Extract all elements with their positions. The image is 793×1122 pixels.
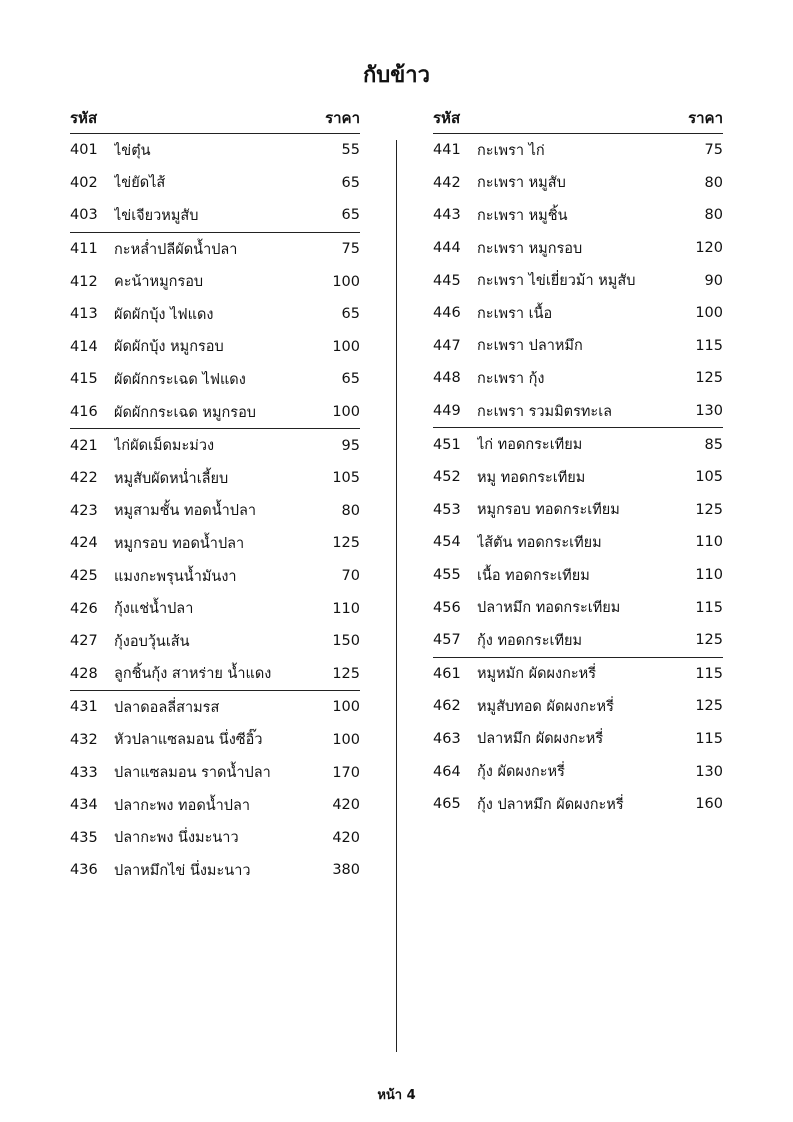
item-price: 120: [695, 240, 723, 257]
menu-item-row: [70, 821, 360, 854]
item-price: 90: [704, 272, 723, 289]
item-code: 445: [433, 272, 461, 289]
menu-item-row: [433, 723, 723, 756]
menu-group: [70, 233, 360, 430]
item-price: 75: [341, 241, 360, 258]
item-name: กุ้ง ผัดผงกะหรี่: [477, 764, 565, 781]
item-name: กุ้ง ทอดกระเทียม: [477, 632, 583, 649]
item-code: 463: [433, 730, 461, 747]
menu-item-row: [433, 461, 723, 494]
menu-item-row: [433, 297, 723, 330]
menu-item-row: [433, 690, 723, 723]
item-name: ปลาหมึก ทอดกระเทียม: [477, 600, 621, 617]
item-code: 443: [433, 207, 461, 224]
item-price: 100: [695, 305, 723, 322]
menu-item-row: [433, 494, 723, 527]
item-name: กะเพรา หมูสับ: [477, 175, 566, 192]
item-name: กะหล่ำปลีผัดน้ำปลา: [114, 241, 238, 258]
menu-item-row: [70, 495, 360, 528]
price-header: ราคา: [325, 109, 360, 127]
item-name: ไก่ ทอดกระเทียม: [477, 437, 583, 454]
item-code: 454: [433, 534, 461, 551]
item-price: 70: [341, 568, 360, 585]
item-code: 434: [70, 797, 98, 814]
item-price: 115: [695, 337, 723, 354]
item-price: 130: [695, 763, 723, 780]
item-code: 425: [70, 568, 98, 585]
menu-item-row: [70, 298, 360, 331]
item-code: 433: [70, 764, 98, 781]
menu-item-row: [70, 429, 360, 462]
item-price: 420: [332, 829, 360, 846]
item-price: 65: [341, 207, 360, 224]
menu-group: [70, 134, 360, 233]
menu-item-row: [70, 625, 360, 658]
menu-list-right: [433, 134, 723, 820]
item-price: 110: [332, 600, 360, 617]
menu-item-row: [433, 658, 723, 691]
column-divider: [396, 140, 397, 1052]
item-name: ผัดผักกระเฉด ไฟแดง: [114, 371, 246, 388]
item-price: 80: [704, 174, 723, 191]
page-number: หน้า 4: [377, 1088, 416, 1103]
menu-item-row: [433, 167, 723, 200]
item-name: ไก่ผัดเม็ดมะม่วง: [114, 438, 215, 455]
item-code: 464: [433, 763, 461, 780]
item-name: ปลาดอลลี่สามรส: [114, 699, 220, 716]
menu-item-row: [70, 363, 360, 396]
item-name: กะเพรา เนื้อ: [477, 305, 553, 322]
item-code: 428: [70, 665, 98, 682]
item-name: ไข่เจียวหมูสับ: [114, 207, 199, 224]
menu-item-row: [70, 789, 360, 822]
menu-item-row: [70, 167, 360, 200]
menu-group: [433, 658, 723, 821]
item-code: 446: [433, 305, 461, 322]
item-code: 403: [70, 207, 98, 224]
item-code: 413: [70, 306, 98, 323]
menu-item-row: [70, 724, 360, 757]
item-name: หมู ทอดกระเทียม: [477, 469, 586, 486]
item-price: 125: [695, 632, 723, 649]
menu-item-row: [70, 691, 360, 724]
item-name: กะเพรา รวมมิตรทะเล: [477, 403, 613, 420]
item-name: หมูกรอบ ทอดกระเทียม: [477, 502, 620, 519]
item-name: ปลาหมึก ผัดผงกะหรี่: [477, 731, 604, 748]
item-name: กุ้ง ปลาหมึก ผัดผงกะหรี่: [477, 796, 624, 813]
item-price: 125: [695, 501, 723, 518]
menu-item-row: [433, 559, 723, 592]
item-code: 427: [70, 633, 98, 650]
item-name: เนื้อ ทอดกระเทียม: [477, 567, 590, 584]
code-header: รหัส: [433, 109, 461, 127]
item-name: คะน้าหมูกรอบ: [114, 274, 204, 291]
item-price: 100: [332, 273, 360, 290]
item-code: 426: [70, 600, 98, 617]
item-name: ไข่ตุ๋น: [114, 142, 151, 159]
menu-item-row: [70, 527, 360, 560]
item-price: 115: [695, 665, 723, 682]
menu-item-row: [433, 591, 723, 624]
menu-item-row: [70, 592, 360, 625]
menu-item-row: [70, 199, 360, 232]
item-name: แมงกะพรุนน้ำมันงา: [114, 568, 237, 585]
item-price: 420: [332, 797, 360, 814]
menu-item-row: [433, 755, 723, 788]
page-title: กับข้าว: [362, 63, 431, 88]
item-code: 436: [70, 862, 98, 879]
item-code: 423: [70, 502, 98, 519]
item-name: ปลาหมึกไข่ นึ่งมะนาว: [114, 862, 251, 879]
menu-item-row: [433, 526, 723, 559]
item-name: หัวปลาแซลมอน นึ่งซีอิ๊ว: [114, 732, 263, 749]
item-name: ไส้ตัน ทอดกระเทียม: [477, 534, 602, 551]
item-code: 455: [433, 567, 461, 584]
item-code: 401: [70, 142, 98, 159]
item-code: 465: [433, 796, 461, 813]
menu-item-row: [70, 134, 360, 167]
item-name: กะเพรา ไข่เยี่ยวม้า หมูสับ: [477, 273, 636, 290]
item-name: กะเพรา ปลาหมึก: [477, 338, 583, 355]
item-code: 449: [433, 403, 461, 420]
item-price: 170: [332, 764, 360, 781]
column-header: [433, 106, 723, 134]
item-price: 80: [341, 502, 360, 519]
item-code: 457: [433, 632, 461, 649]
item-code: 435: [70, 829, 98, 846]
item-code: 432: [70, 731, 98, 748]
item-name: ผัดผักบุ้ง หมูกรอบ: [114, 339, 224, 356]
item-name: หมูสับทอด ผัดผงกะหรี่: [477, 698, 614, 715]
item-code: 453: [433, 501, 461, 518]
item-name: หมูสับผัดหน่ำเลี้ยบ: [114, 470, 229, 487]
item-price: 55: [341, 142, 360, 159]
item-price: 100: [332, 699, 360, 716]
item-price: 125: [695, 698, 723, 715]
item-name: กะเพรา หมูชิ้น: [477, 207, 568, 224]
item-price: 75: [704, 142, 723, 159]
item-price: 65: [341, 371, 360, 388]
item-code: 416: [70, 404, 98, 421]
item-code: 431: [70, 699, 98, 716]
item-code: 422: [70, 470, 98, 487]
item-name: ผัดผักกระเฉด หมูกรอบ: [114, 404, 256, 421]
menu-item-row: [70, 658, 360, 691]
item-price: 160: [695, 796, 723, 813]
menu-column-right: [433, 106, 723, 820]
menu-item-row: [433, 395, 723, 428]
item-name: กะเพรา ไก่: [477, 142, 545, 159]
menu-item-row: [433, 788, 723, 821]
item-price: 125: [332, 535, 360, 552]
item-price: 125: [332, 665, 360, 682]
menu-item-row: [433, 134, 723, 167]
item-price: 125: [695, 370, 723, 387]
item-code: 424: [70, 535, 98, 552]
item-price: 380: [332, 862, 360, 879]
item-price: 150: [332, 633, 360, 650]
menu-group: [70, 691, 360, 887]
item-name: ลูกชิ้นกุ้ง สาหร่าย น้ำแดง: [114, 666, 272, 683]
item-name: กะเพรา กุ้ง: [477, 370, 545, 387]
item-name: ผัดผักบุ้ง ไฟแดง: [114, 306, 214, 323]
item-name: หมูหมัก ผัดผงกะหรี่: [477, 666, 597, 683]
item-price: 100: [332, 731, 360, 748]
item-name: กุ้งแช่น้ำปลา: [114, 601, 194, 618]
item-price: 105: [332, 470, 360, 487]
item-name: หมูสามชั้น ทอดน้ำปลา: [114, 503, 256, 520]
item-code: 411: [70, 241, 98, 258]
item-code: 421: [70, 437, 98, 454]
menu-item-row: [70, 265, 360, 298]
item-price: 130: [695, 403, 723, 420]
menu-item-row: [70, 756, 360, 789]
item-price: 65: [341, 306, 360, 323]
item-name: ปลาแซลมอน ราดน้ำปลา: [114, 765, 271, 782]
item-price: 100: [332, 338, 360, 355]
menu-item-row: [70, 854, 360, 887]
item-name: กะเพรา หมูกรอบ: [477, 240, 583, 257]
column-header: [70, 106, 360, 134]
menu-item-row: [433, 264, 723, 297]
item-code: 452: [433, 469, 461, 486]
item-price: 95: [341, 437, 360, 454]
item-price: 115: [695, 599, 723, 616]
item-code: 441: [433, 142, 461, 159]
menu-item-row: [70, 462, 360, 495]
item-price: 85: [704, 436, 723, 453]
item-price: 65: [341, 174, 360, 191]
item-code: 402: [70, 174, 98, 191]
menu-item-row: [433, 428, 723, 461]
price-header: ราคา: [688, 109, 723, 127]
menu-item-row: [70, 233, 360, 266]
item-code: 456: [433, 599, 461, 616]
item-price: 110: [695, 534, 723, 551]
menu-item-row: [433, 624, 723, 657]
menu-group: [433, 134, 723, 428]
menu-column-left: [70, 106, 360, 887]
code-header: รหัส: [70, 109, 98, 127]
menu-item-row: [433, 362, 723, 395]
item-code: 448: [433, 370, 461, 387]
menu-item-row: [433, 232, 723, 265]
item-name: กุ้งอบวุ้นเส้น: [114, 633, 190, 650]
item-code: 451: [433, 436, 461, 453]
item-name: ปลากะพง นึ่งมะนาว: [114, 830, 239, 847]
menu-item-row: [70, 331, 360, 364]
item-code: 447: [433, 337, 461, 354]
item-code: 412: [70, 273, 98, 290]
item-name: ปลากะพง ทอดน้ำปลา: [114, 797, 251, 814]
item-price: 105: [695, 469, 723, 486]
item-price: 110: [695, 567, 723, 584]
item-price: 80: [704, 207, 723, 224]
item-code: 415: [70, 371, 98, 388]
item-code: 461: [433, 665, 461, 682]
item-price: 100: [332, 404, 360, 421]
item-code: 462: [433, 698, 461, 715]
item-code: 442: [433, 174, 461, 191]
item-name: ไข่ยัดไส้: [114, 175, 166, 192]
item-code: 414: [70, 338, 98, 355]
menu-list-left: [70, 134, 360, 887]
menu-group: [433, 428, 723, 657]
item-code: 444: [433, 240, 461, 257]
menu-item-row: [433, 199, 723, 232]
menu-item-row: [433, 330, 723, 363]
menu-item-row: [70, 396, 360, 429]
menu-item-row: [70, 560, 360, 593]
item-name: หมูกรอบ ทอดน้ำปลา: [114, 535, 245, 552]
item-price: 115: [695, 730, 723, 747]
menu-group: [70, 429, 360, 691]
